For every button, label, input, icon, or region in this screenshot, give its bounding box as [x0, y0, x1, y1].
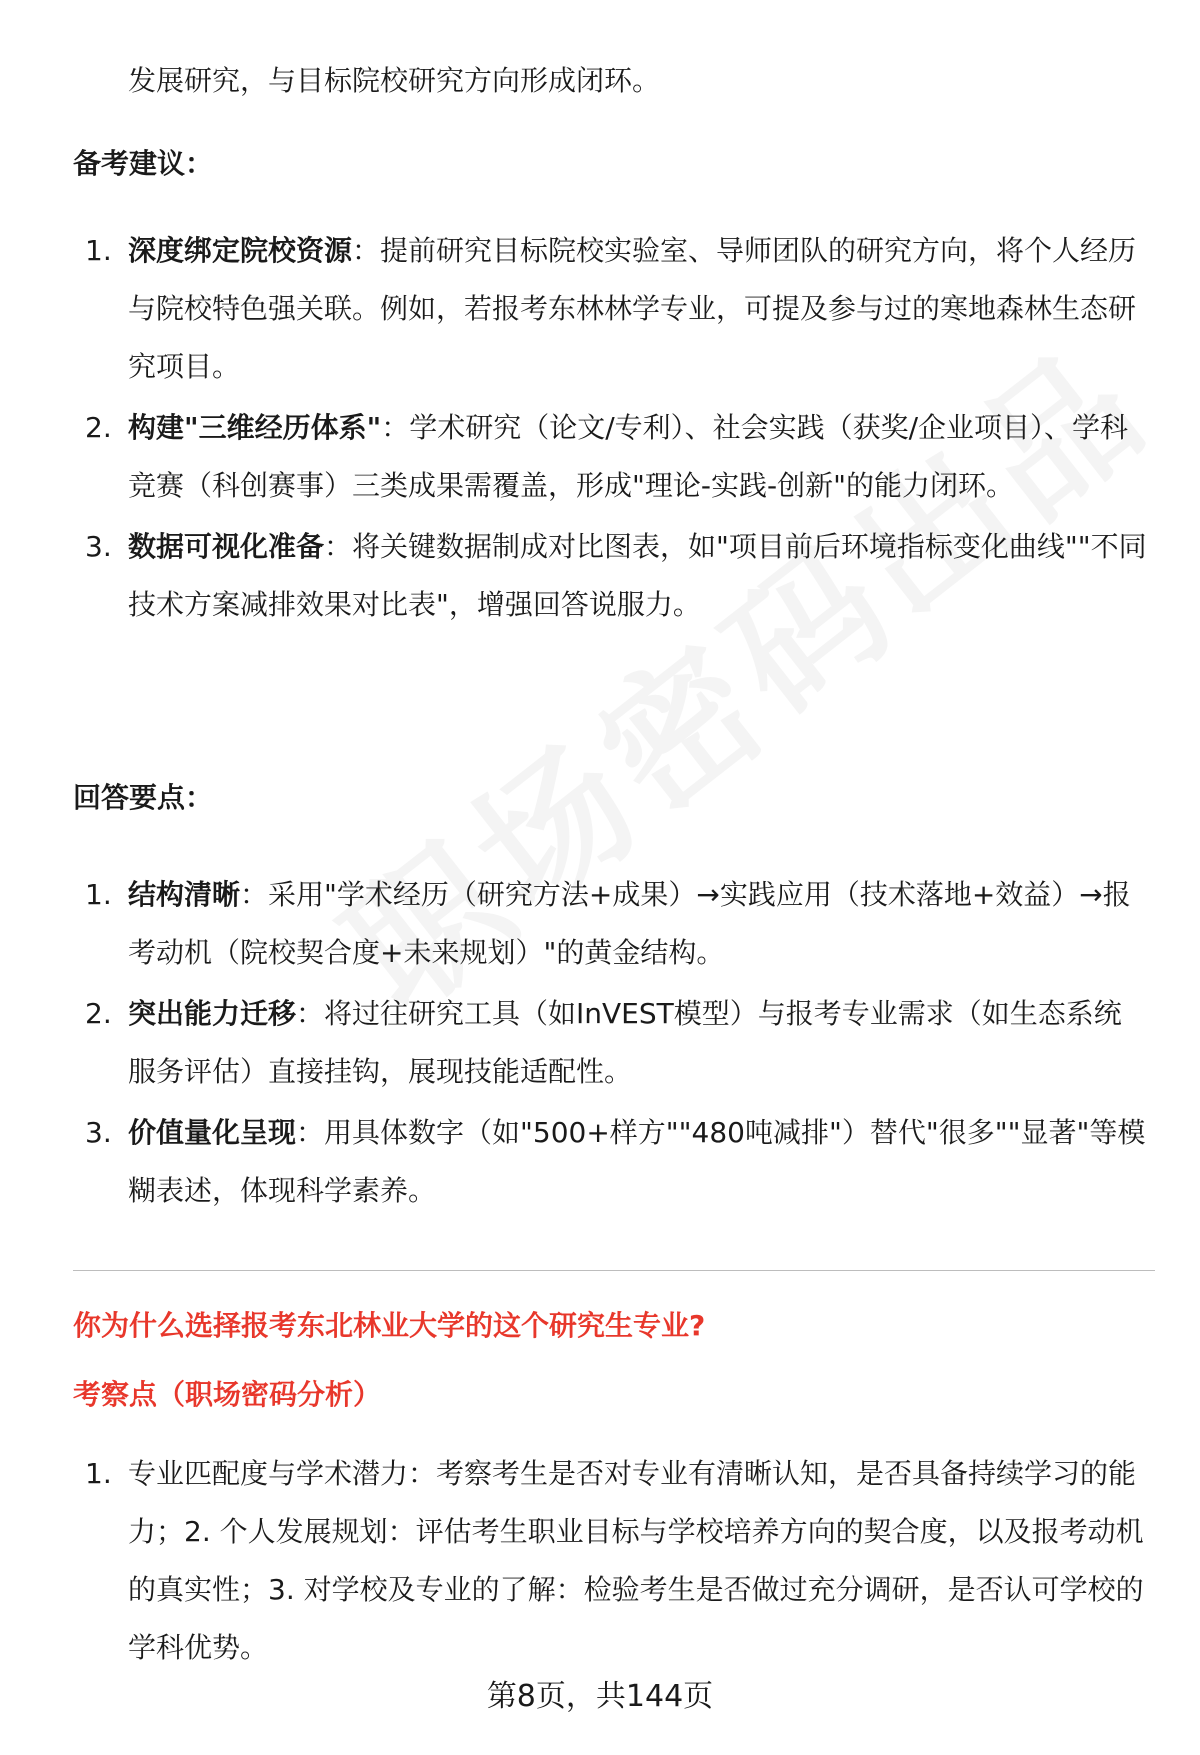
list-item-keyword: 数据可视化准备 — [128, 530, 325, 563]
list-item — [73, 866, 1148, 982]
list-item-text: ：学术研究（论文/专利）、社会实践（获奖/企业项目）、学科竞赛（科创赛事）三类成果需覆盖，形成"理论-实践-创新"的能力闭环。 — [128, 411, 1129, 502]
list-item-keyword: 深度绑定院校资源 — [128, 234, 353, 267]
page-number-footer: 第8页，共144页 — [486, 1679, 714, 1714]
list-item-text: ：用具体数字（如"500+样方""480吨减排"）替代"很多""显著"等模糊表述，体现科学素养。 — [128, 1116, 1146, 1207]
list-item — [73, 399, 1148, 515]
prep-advice-list — [73, 222, 1148, 637]
list-item-keyword: 突出能力迁移 — [128, 997, 297, 1030]
exam-point-list — [73, 1445, 1148, 1680]
list-number: 2. — [85, 411, 112, 444]
list-item-text: ：将过往研究工具（如InVEST模型）与报考专业需求（如生态系统服务评估）直接挂钩，展现技能适配性。 — [128, 997, 1122, 1088]
list-item-keyword: 价值量化呈现 — [128, 1116, 297, 1149]
list-number: 1. — [85, 234, 112, 267]
list-item-text: 专业匹配度与学术潜力：考察考生是否对专业有清晰认知，是否具备持续学习的能力；2. 个人发展规划：评估考生职业目标与学校培养方向的契合度，以及报考动机的真实性；3. 对学校及专业的了解：检验考生是否做过充分调研，是否认可学校的学科优势。 — [128, 1457, 1144, 1664]
continuation-text: 发展研究，与目标院校研究方向形成闭环。 — [128, 64, 661, 97]
section-divider — [73, 1270, 1155, 1271]
list-number: 3. — [85, 530, 112, 563]
list-number: 2. — [85, 997, 112, 1030]
section-heading-answer-points: 回答要点： — [73, 781, 214, 814]
list-number: 1. — [85, 1457, 112, 1490]
list-item-text: ：将关键数据制成对比图表，如"项目前后环境指标变化曲线""不同技术方案减排效果对比表"，增强回答说服力。 — [128, 530, 1147, 621]
list-item-text: ：提前研究目标院校实验室、导师团队的研究方向，将个人经历与院校特色强关联。例如，若报考东林林学专业，可提及参与过的寒地森林生态研究项目。 — [128, 234, 1137, 383]
interview-question: 你为什么选择报考东北林业大学的这个研究生专业? — [73, 1309, 706, 1342]
list-item — [73, 1445, 1148, 1677]
list-item-keyword: 结构清晰 — [128, 878, 241, 911]
list-item-keyword: 构建"三维经历体系" — [128, 411, 382, 444]
list-number: 3. — [85, 1116, 112, 1149]
list-item — [73, 985, 1148, 1101]
list-item — [73, 1104, 1148, 1220]
exam-point-heading: 考察点（职场密码分析） — [73, 1378, 382, 1411]
list-item-text: ：采用"学术经历（研究方法+成果）→实践应用（技术落地+效益）→报考动机（院校契合度+未来规划）"的黄金结构。 — [128, 878, 1131, 969]
list-number: 1. — [85, 878, 112, 911]
list-item — [73, 518, 1148, 634]
answer-points-list — [73, 866, 1148, 1223]
list-item — [73, 222, 1148, 396]
section-heading-prep-advice: 备考建议： — [73, 147, 214, 180]
